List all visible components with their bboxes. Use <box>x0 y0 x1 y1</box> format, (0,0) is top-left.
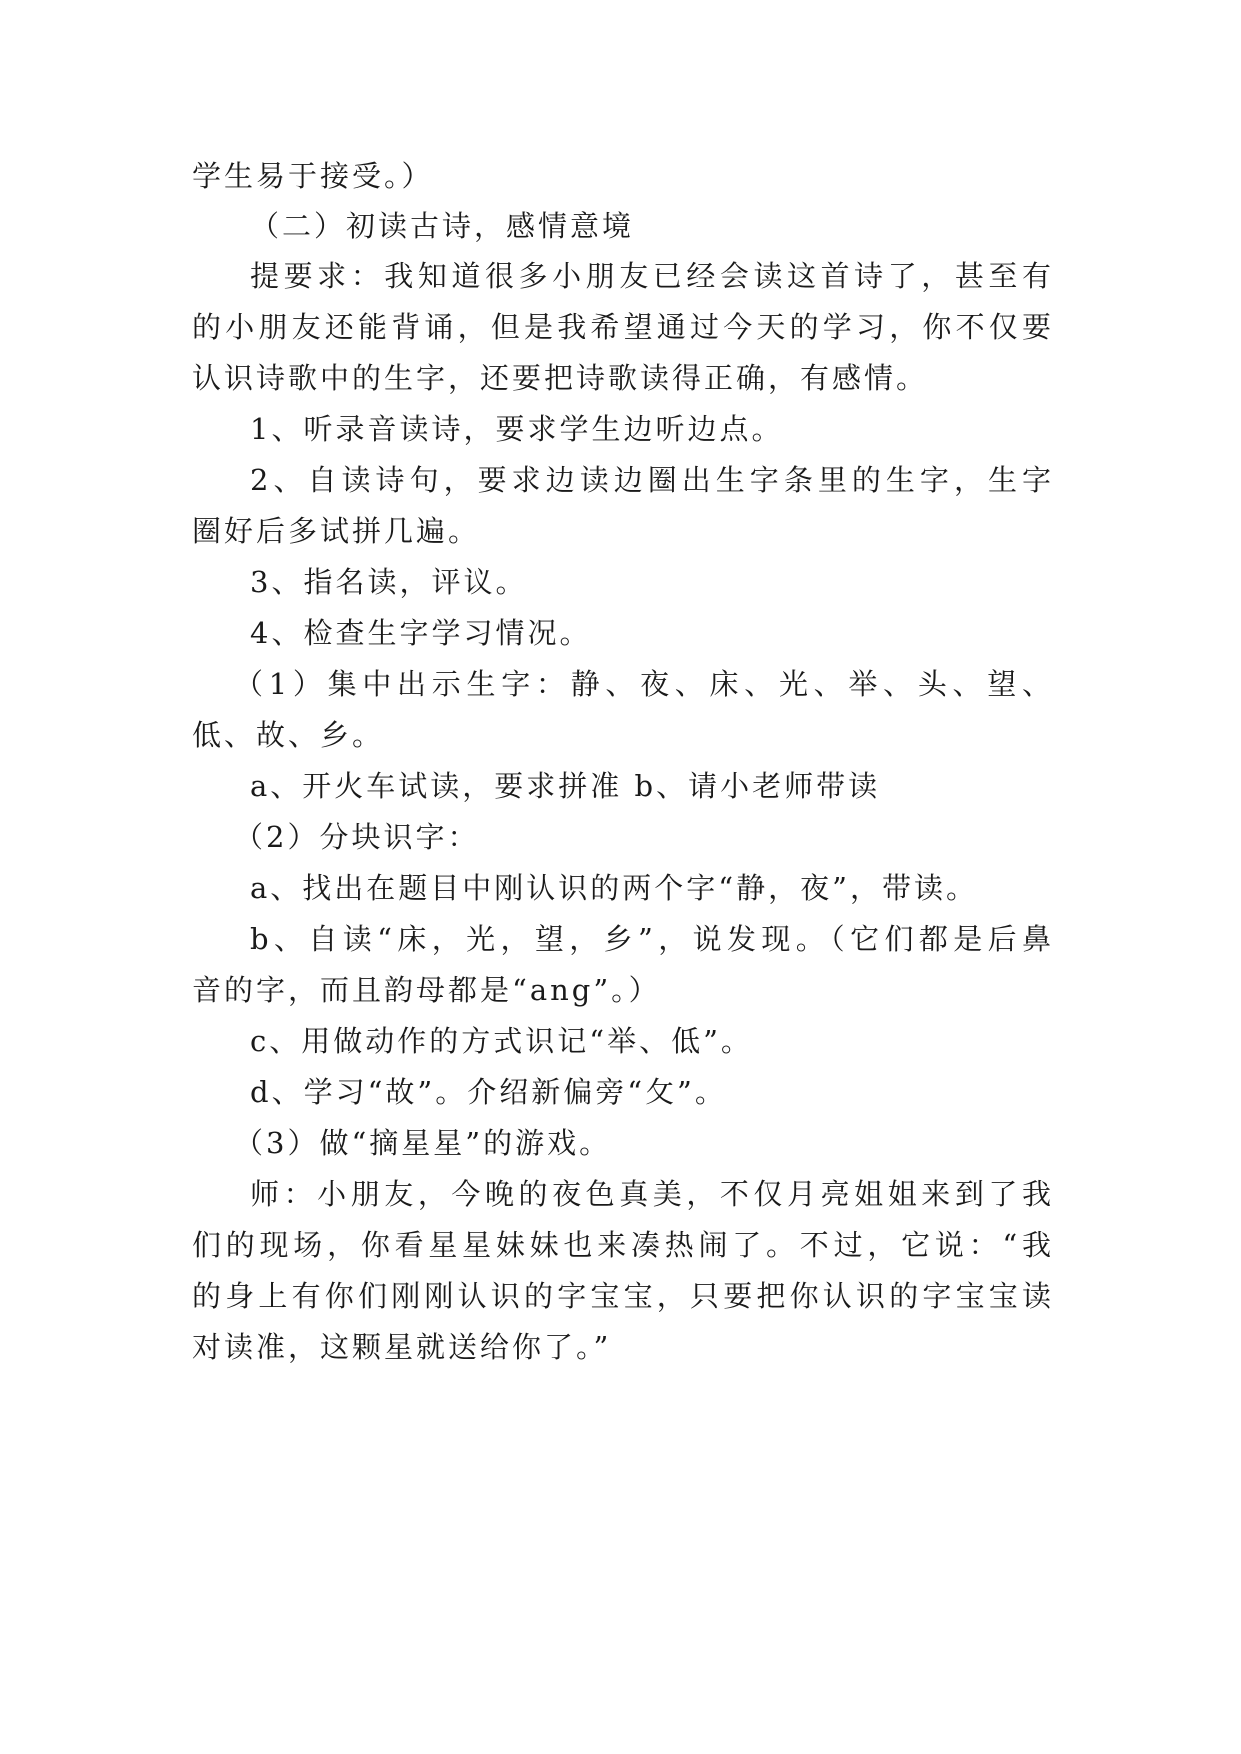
list-item: （2）分块识字： <box>234 820 480 854</box>
text-line: 圈好后多试拼几遍。 <box>192 514 481 548</box>
text-line: 对读准，这颗星就送给你了。” <box>192 1330 612 1364</box>
text-line: 学生易于接受。） <box>192 159 434 193</box>
list-item: 4、检查生字学习情况。 <box>250 616 592 650</box>
text-line: 的小朋友还能背诵，但是我希望通过今天的学习，你不仅要 <box>192 310 1054 344</box>
text-line: 低、故、乡。 <box>192 718 385 752</box>
list-item: （3）做“摘星星”的游戏。 <box>234 1126 612 1160</box>
text-line: 音的字，而且韵母都是“ang”。） <box>192 973 661 1007</box>
text-line: 提要求：我知道很多小朋友已经会读这首诗了，甚至有 <box>250 259 1054 293</box>
list-item: （1）集中出示生字：静、夜、床、光、举、头、望、 <box>234 667 1054 701</box>
list-item: c、用做动作的方式识记“举、低”。 <box>250 1024 753 1058</box>
list-item: a、找出在题目中刚认识的两个字“静，夜”，带读。 <box>250 871 978 905</box>
section-heading: （二）初读古诗，感情意境 <box>250 209 635 243</box>
text-line: 们的现场，你看星星妹妹也来凑热闹了。不过，它说：“我 <box>192 1228 1054 1262</box>
list-item: 1、听录音读诗，要求学生边听边点。 <box>250 412 784 446</box>
list-item: d、学习“故”。介绍新偏旁“攵”。 <box>250 1075 727 1109</box>
text-line: 师：小朋友，今晚的夜色真美，不仅月亮姐姐来到了我 <box>250 1177 1054 1211</box>
list-item: b、自读“床，光，望，乡”，说发现。（它们都是后鼻 <box>250 922 1054 956</box>
list-item: 3、指名读，评议。 <box>250 565 528 599</box>
text-line: 认识诗歌中的生字，还要把诗歌读得正确，有感情。 <box>192 361 929 395</box>
text-line: 的身上有你们刚刚认识的字宝宝，只要把你认识的字宝宝读 <box>192 1279 1054 1313</box>
list-item: 2、自读诗句，要求边读边圈出生字条里的生字，生字 <box>250 463 1054 497</box>
list-item: a、开火车试读，要求拼准 b、请小老师带读 <box>250 769 881 803</box>
